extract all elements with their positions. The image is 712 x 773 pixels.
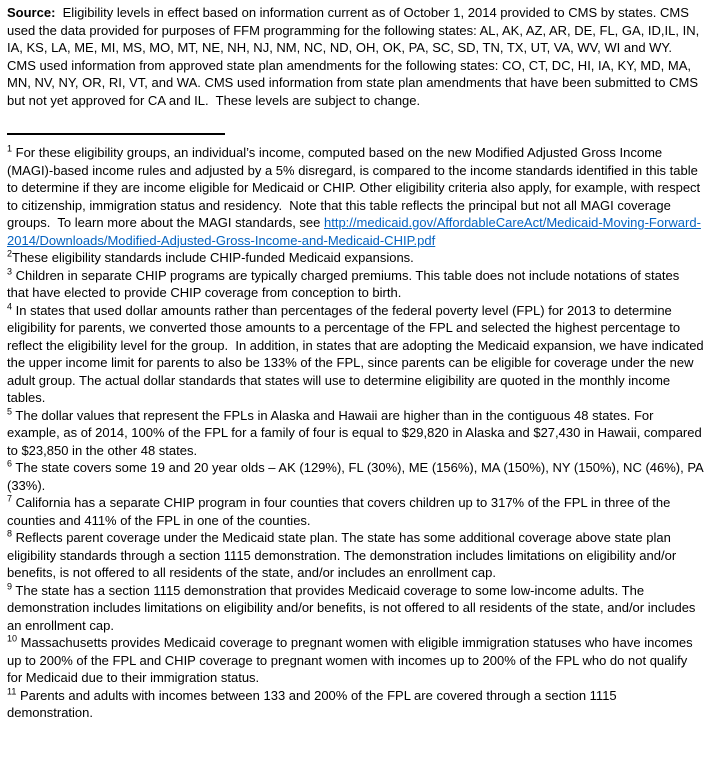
- footnote-text: California has a separate CHIP program in four counties that covers children up to 317% of the FPL in three of the counties and 411% of the FPL in one of the counties.: [7, 495, 674, 528]
- footnote-text: The state has a section 1115 demonstration that provides Medicaid coverage to some low-income adults. The demonstration includes limitations on eligibility and/or benefits, is not offered to all residents of the state, and/or includes an enrollment cap.: [7, 582, 700, 633]
- footnote-number: 9: [7, 581, 13, 592]
- footnote-number: 7: [7, 493, 13, 504]
- footnote-separator: [7, 133, 225, 135]
- footnote-number: 5: [7, 406, 13, 417]
- footnote-number: 4: [7, 301, 13, 312]
- footnote-text: For these eligibility groups, an individual’s income, computed based on the new Modified Adjusted Gross Income (MAGI)-based income rules and adjusted by a 5% disregard, is compared to the income standards identified in this table to determine if they are income eligible for Medicaid or CHIP. Other eligibility criteria also apply, for example, with respect to citizenship, immigration status and residency. Note that this table reflects the principal but not all MAGI coverage groups. To learn more about the MAGI standards, see: [7, 145, 704, 230]
- footnote-text: In states that used dollar amounts rather than percentages of the federal poverty level (FPL) for 2013 to determine eligibility for parents, we converted those amounts to a percentage of the FPL and selected the highest percentage to reflect the eligibility level for the group. In addition, in states that are adopting the Medicaid expansion, we have indicated the upper income limit for parents to also be 133% of the FPL, since parents can be eligible for coverage under the new adult group. The actual dollar standards that states will use to determine eligibility are quoted in the monthly income tables.: [7, 302, 708, 405]
- source-label: Source:: [7, 5, 56, 20]
- footnote-number: 11: [7, 686, 17, 697]
- footnote-number: 2: [7, 248, 13, 259]
- footnote-10: [7, 634, 704, 687]
- footnote-number: 1: [7, 143, 13, 154]
- footnote-text: The dollar values that represent the FPLs in Alaska and Hawaii are higher than in the contiguous 48 states. For example, as of 2014, 100% of the FPL for a family of four is equal to $29,820 in Alaska and $27,430 in Hawaii, compared to $23,850 in the other 48 states.: [7, 407, 706, 458]
- footnote-2: [7, 249, 704, 267]
- footnote-11: [7, 687, 704, 722]
- footnote-number: 6: [7, 458, 13, 469]
- source-paragraph: [7, 4, 704, 109]
- magi-standards-link[interactable]: http://medicaid.gov/AffordableCareAct/Medicaid-Moving-Forward-2014/Downloads/Modified-Adjusted-Gross-Income-and-Medicaid-CHIP.pdf: [7, 215, 701, 248]
- footnote-number: 3: [7, 266, 13, 277]
- footnotes-section: [7, 143, 708, 722]
- footnote-text: Reflects parent coverage under the Medicaid state plan. The state has some additional coverage above state plan eligibility standards through a section 1115 demonstration. The demonstration includes limitations on eligibility and/or benefits, is not offered to all residents of the state, and/or includes an enrollment cap.: [7, 530, 680, 580]
- footnote-7: [7, 494, 704, 529]
- source-text: Eligibility levels in effect based on information current as of October 1, 2014 provided to CMS by states. CMS used the data provided for purposes of FFM programming for the following states: AL, AK, AZ, AR, DE, FL, GA, ID,IL, IN, IA, KS, LA, ME, MI, MS, MO, MT, NE, NH, NJ, NM, NC, ND, OH, OK, PA, SC, SD, TN, TX, UT, VA, WV, WI and WY. CMS used information from approved state plan amendments for the following states: CO, CT, DC, HI, IA, KY, MD, MA, MN, NV, NY, OR, RI, VT, and WA. CMS used information from state plan amendments that have been submitted to CMS but not yet approved for CA and IL. These levels are subject to change.: [7, 5, 703, 108]
- footnote-9: [7, 582, 704, 635]
- footnote-4: [7, 301, 708, 407]
- footnote-8: [7, 529, 704, 582]
- footnote-text: Children in separate CHIP programs are typically charged premiums. This table does not include notations of states that have elected to provide CHIP coverage from conception to birth.: [7, 267, 683, 300]
- footnote-text: These eligibility standards include CHIP-funded Medicaid expansions.: [12, 250, 414, 265]
- footnote-text: Parents and adults with incomes between 133 and 200% of the FPL are covered through a section 1115 demonstration.: [7, 687, 621, 720]
- footnote-number: 10: [7, 633, 18, 644]
- footnote-1: [7, 144, 704, 249]
- footnote-5: [7, 407, 704, 460]
- footnote-text: Massachusetts provides Medicaid coverage to pregnant women with eligible immigration statuses who have incomes up to 200% of the FPL and CHIP coverage to pregnant women with incomes up to 200% of the FPL who do not qualify for Medicaid due to their immigration status.: [7, 635, 697, 685]
- footnote-6: [7, 458, 707, 494]
- footnote-text: The state covers some 19 and 20 year olds – AK (129%), FL (30%), ME (156%), MA (150%), NY (150%), NC (46%), PA (33%).: [7, 460, 707, 493]
- footnote-3: [7, 267, 704, 302]
- footnote-number: 8: [7, 528, 13, 539]
